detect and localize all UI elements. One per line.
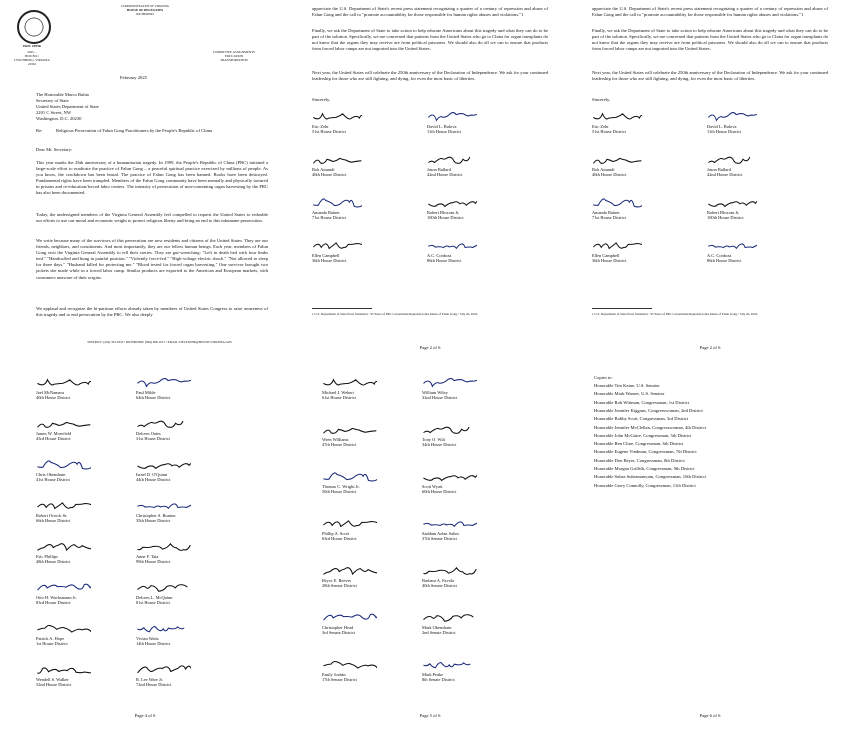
signature-image — [36, 540, 91, 554]
signature-image — [422, 611, 477, 625]
copy-recipient: Honorable Mark Warner, U.S. Senator — [594, 391, 665, 397]
copy-recipient: Honorable Jennifer McClellan, Congresswoman, 4th District — [594, 424, 706, 430]
copy-recipient: Honorable Ben Cline, Congressman, 6th District — [594, 441, 684, 447]
letterhead-city: RICHMOND — [136, 12, 154, 16]
signer-name: Paul Milde — [136, 390, 156, 395]
signer-name: Patrick A. Hope — [36, 636, 65, 641]
letterhead-commonwealth: COMMONWEALTH OF VIRGINIA — [121, 4, 169, 8]
signer-district: 71st House District — [312, 215, 346, 221]
signature-image — [322, 658, 377, 672]
district-address-line: 2045 ... — [27, 50, 37, 54]
signer-name: Delores Oates — [136, 431, 161, 436]
signature-image — [427, 239, 477, 253]
signer-district: 36th House District — [312, 258, 347, 264]
signer-name: James W. Morefield — [36, 431, 72, 436]
signer-name: Jason Ballard — [707, 167, 731, 172]
signer-district: 31st House District — [136, 436, 170, 442]
signature-image — [136, 622, 191, 636]
signer-district: 50th House District — [322, 489, 357, 495]
signer-district: 47th House District — [322, 442, 357, 448]
signer-district: 51st House District — [592, 129, 626, 135]
signer-district: 14th House District — [136, 641, 171, 647]
signature-image — [592, 153, 642, 167]
signer-district: 35th House District — [136, 518, 171, 524]
signer-district: 17th Senate District — [322, 677, 357, 683]
signature-image — [322, 470, 377, 484]
body-paragraph: appreciate the U.S. Department of State's recent press statement recognizing a quarter of a century of repression and abuse of Falun Gong and the call to "promote accountability for those responsible for human rights abuses and violations."1 — [592, 6, 828, 18]
seal-label: ERIC ZEHR — [23, 44, 41, 48]
signer-district: 71st House District — [592, 215, 626, 221]
signature-image — [707, 196, 757, 210]
district-address-line: BOX 8611 — [25, 54, 39, 58]
signature-image — [136, 663, 191, 677]
signer-district: 40th Senate District — [422, 583, 457, 589]
signature-image — [312, 153, 362, 167]
signature-image — [312, 239, 362, 253]
signer-name: Scott Wyatt — [422, 484, 443, 489]
signature-image — [322, 611, 377, 625]
signature-image — [422, 658, 477, 672]
body-paragraph: Finally, we ask the Department of State to take action to help educate Americans about this tragedy and what they can do to be part of the solution. Specifically, we are concerned that patients from the United States who go to China for organ transplants do not know that the organs they may receive are from political prisoners. We should also do all we can to ensure that products from forced labor camps are not imported into the United States. — [592, 28, 828, 52]
signer-name: Bryce E. Reeves — [322, 578, 352, 583]
signer-name: Joel McNamara — [36, 390, 64, 395]
signer-name: Bob Amundi — [312, 167, 335, 172]
signature-image — [36, 458, 91, 472]
letterhead-footer: DISTRICT: (434) 333-6333 • RICHMOND: (804) 698-1051 • EMAIL: DELEZEHR@HOUSE.VIRGINIA.GOV — [87, 340, 233, 344]
signer-district: 8th Senate District — [422, 677, 455, 683]
signer-district: 42nd House District — [707, 172, 743, 178]
signer-name: Bob Amundi — [592, 167, 615, 172]
page-number: Page 2 of 6 — [419, 345, 441, 350]
signer-name: Eric Zehr — [592, 124, 609, 129]
committee-heading: COMMITTEE ASSIGNMENTS — [213, 50, 255, 54]
signer-name: Mark Obenshain — [422, 625, 452, 630]
signer-district: 43rd House District — [36, 436, 71, 442]
signature-image — [707, 110, 757, 124]
signer-district: 64th House District — [136, 395, 171, 401]
signer-name: Otto H. Wachsmann Jr. — [36, 595, 77, 600]
signer-name: Thomas C. Wright Jr. — [322, 484, 360, 489]
signer-district: 46th House District — [312, 172, 347, 178]
body-paragraph: This year marks the 26th anniversary of a humanitarian tragedy. In 1999, the People's Republic of China (PRC) initiated a large-scale effort to eradicate the practice of Falun Gong – a peaceful spiritual practice exercised by millions of people. As you know, the crackdown has been brutal. The practice of Falun Gong has been banned. Books have been destroyed. Fundamental rights have been trampled. Members of the Falun Gong community have been mentally and physically tortured in prisons and re-education/forced labor centers. The intensity of persecution of non-consenting organ harvesting by the PRC has also been documented. — [36, 160, 268, 196]
signature-image — [136, 581, 191, 595]
copy-recipient: Honorable Suhas Subramanyam, Congressman, 10th District — [594, 474, 706, 480]
letter-page-2 — [290, 0, 570, 365]
copy-recipient: Honorable Morgan Griffith, Congressman, 9th District — [594, 466, 695, 471]
signature-image — [427, 196, 477, 210]
signer-district: 40th House District — [36, 395, 71, 401]
re-subject: Religious Persecution of Falun Gong Practitioners by the People's Republic of China — [56, 128, 213, 133]
signature-image — [422, 423, 477, 437]
signer-district: 83rd House District — [36, 600, 71, 606]
signer-district: 100th House District — [707, 215, 744, 221]
signer-name: David L. Bulova — [707, 124, 737, 129]
signature-image — [592, 196, 642, 210]
signer-district: 48th House District — [36, 559, 71, 565]
signer-district: 72nd House District — [136, 682, 172, 688]
signer-district: 44th House District — [136, 477, 171, 483]
footnote: 1 U.S. Department of State Press Statement, "25 Years of PRC Government Repression and Abuse of Falun Gong," July 20, 2024. — [592, 312, 758, 316]
signer-name: Vivian Watts — [136, 636, 159, 641]
signer-name: Saddam Azlan Salim — [422, 531, 459, 536]
signer-district: 1st House District — [36, 641, 68, 647]
body-paragraph: Today, the undersigned members of the Virginia General Assembly feel compelled to request the United States to redouble our efforts to use our moral and economic weight to protect religious liberty and bring an end to this inhumane persecution. — [36, 212, 268, 224]
letter-page-4 — [0, 368, 290, 734]
signer-name: Eric Phillips — [36, 554, 58, 559]
signer-district: 61st House District — [322, 395, 356, 401]
letter-page-5 — [290, 368, 570, 734]
signer-name: Barbara A. Favola — [422, 578, 455, 583]
signature-image — [36, 417, 91, 431]
signer-name: Tony O. Wilt — [422, 437, 445, 442]
signature-image — [36, 499, 91, 513]
page-number: Page 2 of 6 — [699, 345, 721, 350]
signature-image — [312, 196, 362, 210]
signer-district: 32nd House District — [422, 395, 458, 401]
signature-image — [36, 581, 91, 595]
copies-heading: Copies to: — [594, 375, 613, 380]
recipient-line: 2201 C Street, NW — [36, 110, 72, 115]
signer-name: Anne F. Tata — [136, 554, 159, 559]
re-label: Re: — [36, 128, 43, 133]
signature-image — [36, 663, 91, 677]
signer-name: Robert Bloxom Jr. — [427, 210, 460, 215]
recipient-line: Secretary of State — [36, 98, 69, 103]
signer-name: Israel D. O'Quinn — [136, 472, 168, 477]
copy-recipient: Honorable Eugene Vindman, Congressman, 7th District — [594, 449, 697, 455]
signer-district: 2nd Senate District — [422, 630, 456, 636]
signer-district: 11th House District — [707, 129, 742, 135]
signer-district: 86th House District — [707, 258, 742, 264]
committee-item: TRANSPORTATION — [220, 58, 248, 62]
signer-district: 52nd House District — [36, 682, 72, 688]
signature-image — [136, 376, 191, 390]
recipient-line: United States Department of State — [36, 104, 99, 109]
signer-name: Christopher Head — [322, 625, 354, 630]
copy-recipient: Honorable Tim Kaine, U.S. Senator — [594, 383, 660, 388]
signer-name: David L. Bulova — [427, 124, 457, 129]
page-number: Page 4 of 6 — [134, 713, 156, 718]
signature-image — [136, 417, 191, 431]
signer-name: Amanda Batten — [592, 210, 620, 215]
signer-name: Michael J. Webert — [322, 390, 354, 395]
signer-name: A.C. Cordoza — [427, 253, 452, 258]
signer-district: 34th House District — [422, 442, 457, 448]
signature-image — [427, 110, 477, 124]
signer-district: 46th House District — [592, 172, 627, 178]
signer-name: Robert Orrock Sr. — [36, 513, 68, 518]
footnote-divider — [312, 308, 372, 309]
closing: Sincerely, — [592, 97, 611, 102]
signer-name: Phillip A. Scott — [322, 531, 349, 536]
signer-district: 86th House District — [427, 258, 462, 264]
letter-date: February 2025 — [120, 75, 147, 80]
signature-image — [36, 622, 91, 636]
signer-name: Jason Ballard — [427, 167, 451, 172]
signer-district: 99th House District — [136, 559, 171, 565]
signer-name: Chris Obenshain — [36, 472, 66, 477]
signer-district: 36th House District — [592, 258, 627, 264]
signer-name: A.C. Cordoza — [707, 253, 732, 258]
signature-image — [707, 153, 757, 167]
copy-recipient: Honorable Rob Wittman, Congressman, 1st District — [594, 399, 690, 405]
signer-district: 66th House District — [36, 518, 71, 524]
signer-name: Mark Peake — [422, 672, 444, 677]
signature-image — [136, 499, 191, 513]
signer-district: 63rd House District — [322, 536, 357, 542]
signer-district: 28th Senate District — [322, 583, 357, 589]
body-paragraph: Next year, the United States will celebrate the 250th anniversary of the Declaration of Independence. We ask for your continued leadership for those who are still fighting, and dying, for even the most basic of liberties. — [312, 70, 548, 82]
signature-image — [422, 470, 477, 484]
district-address-line: LYNCHBURG, VIRGINIA 24502 — [14, 58, 50, 66]
page-number: Page 5 of 6 — [419, 713, 441, 718]
footnote: 1 U.S. Department of State Press Statement, "25 Years of PRC Government Repression and Abuse of Falun Gong," July 20, 2024. — [312, 312, 478, 316]
signature-image — [592, 239, 642, 253]
letter-page-1 — [0, 0, 290, 365]
signer-district: 100th House District — [427, 215, 464, 221]
signer-name: Wendell S. Walker — [36, 677, 69, 682]
signature-image — [136, 458, 191, 472]
signer-name: Emily Jordan — [322, 672, 346, 677]
copy-recipient: Honorable Gerry Connolly, Congressman, 11th District — [594, 482, 696, 488]
signer-name: Amanda Batten — [312, 210, 340, 215]
signature-image — [422, 376, 477, 390]
signature-image — [422, 517, 477, 531]
letter-page-6 — [570, 368, 850, 734]
body-paragraph: appreciate the U.S. Department of State's recent press statement recognizing a quarter of a century of repression and abuse of Falun Gong and the call to "promote accountability for those responsible for human rights abuses and violations."1 — [312, 6, 548, 18]
signer-district: 42nd House District — [427, 172, 463, 178]
footnote-divider — [592, 308, 652, 309]
closing: Sincerely, — [312, 97, 331, 102]
recipient-line: The Honorable Marco Rubio — [36, 92, 90, 97]
signature-image — [592, 110, 642, 124]
signer-district: 3rd Senate District — [322, 630, 355, 636]
letter-page-3 — [570, 0, 850, 365]
copy-recipient: Honorable John McGuire, Congressman, 5th District — [594, 432, 692, 438]
signature-image — [427, 153, 477, 167]
signer-name: Ellen Campbell — [312, 253, 340, 258]
body-paragraph: We applaud and recognize the bi-partisan efforts already taken by members of United States Congress to raise awareness of this tragedy and to end persecution by the PRC. We also deeply — [36, 306, 268, 318]
copy-recipient: Honorable Bobby Scott, Congressman, 3rd District — [594, 416, 689, 422]
signer-district: 51st House District — [312, 129, 346, 135]
copy-recipient: Honorable Jennifer Kiggans, Congresswoman, 2nd District — [594, 407, 703, 413]
signer-name: Ellen Campbell — [592, 253, 620, 258]
letterhead-house: HOUSE OF DELEGATES — [126, 8, 164, 12]
house-seal-icon — [17, 10, 51, 44]
signer-district: 11th House District — [427, 129, 462, 135]
signer-name: R. Lee Ware Jr. — [136, 677, 163, 682]
signer-district: 41st House District — [36, 477, 70, 483]
body-paragraph: Next year, the United States will celebrate the 250th anniversary of the Declaration of Independence. We ask for your continued leadership for those who are still fighting, and dying, for even the most basic of liberties. — [592, 70, 828, 82]
signer-district: 81st House District — [136, 600, 170, 606]
signature-image — [312, 110, 362, 124]
signer-name: Robert Bloxom Jr. — [707, 210, 740, 215]
signer-name: Christopher S. Runion — [136, 513, 176, 518]
signature-image — [322, 564, 377, 578]
signer-district: 37th Senate District — [422, 536, 457, 542]
signer-name: Wren Williams — [322, 437, 349, 442]
copy-recipient: Honorable Don Beyer, Congressman, 8th District — [594, 457, 685, 463]
signature-image — [707, 239, 757, 253]
page-number: Page 6 of 6 — [699, 713, 721, 718]
signature-image — [322, 423, 377, 437]
body-paragraph: Finally, we ask the Department of State to take action to help educate Americans about this tragedy and what they can do to be part of the solution. Specifically, we are concerned that patients from the United States who go to China for organ transplants do not know that the organs they may receive are from political prisoners. We should also do all we can to ensure that products from forced labor camps are not imported into the United States. — [312, 28, 548, 52]
salutation: Dear Mr. Secretary: — [36, 147, 73, 152]
signer-name: William Wiley — [422, 390, 448, 395]
recipient-line: Washington, D.C. 20230 — [36, 116, 82, 121]
signer-name: Eric Zehr — [312, 124, 329, 129]
signature-image — [136, 540, 191, 554]
signature-image — [322, 517, 377, 531]
signer-name: Delores L. McQuinn — [136, 595, 173, 600]
signer-district: 60th House District — [422, 489, 457, 495]
body-paragraph: We write because many of the survivors of this persecution are now residents and citizens of the United States. They are our friends, neighbors, and constituents. And most importantly, they are our fellow human beings. Each year, members of Falun Gong visit the Virginia General Assembly to tell their stories. They are gut-wrenching: "Left in death bed with four limbs tied." "Handcuffed and hung in painful position." "Violently force-fed." "High-voltage electric shock." "Not allowed to sleep for three days." "Husband killed for protecting me." "Blood tested for forced organ harvesting." One survivor brought two jackets she made while in a forced labor camp. Similar products are exported to the American and European markets, with consumers unaware of their origins. — [36, 238, 268, 280]
signature-image — [422, 564, 477, 578]
committee-item: EDUCATION — [224, 54, 244, 58]
signature-image — [36, 376, 91, 390]
signature-image — [322, 376, 377, 390]
